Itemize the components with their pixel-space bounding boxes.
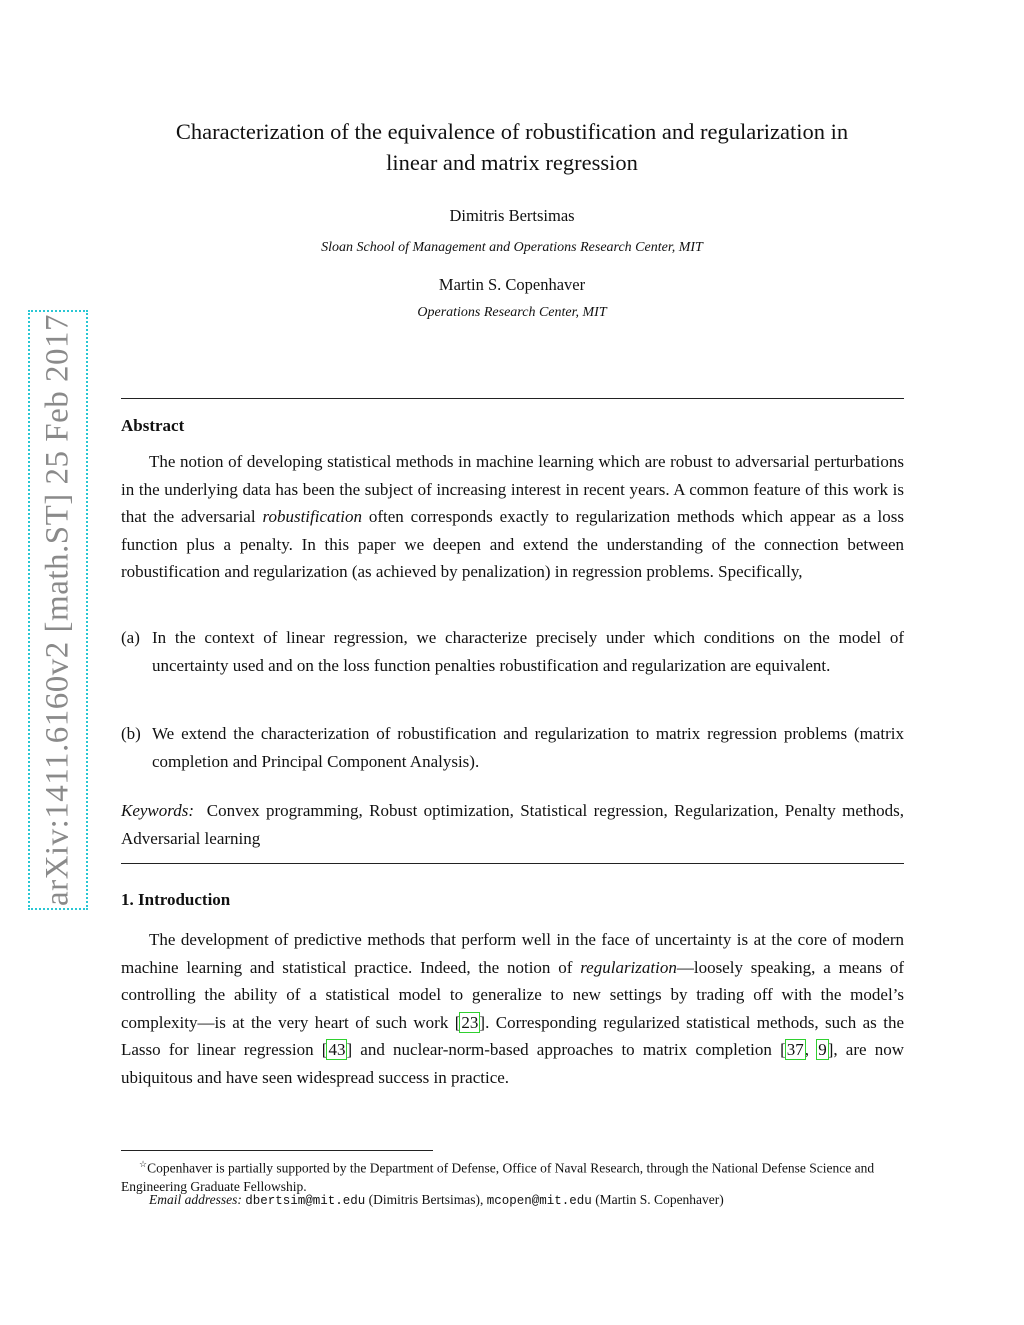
- footnote-emails: [121, 1191, 904, 1210]
- abstract-top-rule: [121, 398, 904, 399]
- author-1: Dimitris Bertsimas: [449, 206, 575, 225]
- citation-link-43[interactable]: 43: [328, 1040, 346, 1059]
- intro-text-1: The development of predictive methods that perform well in the face of uncertainty is at the core of modern machine learning and statistical practice. Indeed, the notion of: [121, 930, 904, 977]
- item-b-text: We extend the characterization of robustification and regularization to matrix regression problems (matrix completion and Principal Component Analysis).: [152, 724, 904, 771]
- email-name-1: (Dimitris Bertsimas),: [365, 1192, 487, 1207]
- arxiv-stamp-text: arXiv:1411.6160v2 [math.ST] 25 Feb 2017: [39, 313, 76, 907]
- paper-title: [120, 116, 904, 178]
- email-link-1[interactable]: dbertsim@mit.edu: [245, 1194, 366, 1208]
- arxiv-stamp[interactable]: [28, 310, 88, 910]
- footnote-mark: ☆: [139, 1159, 148, 1169]
- intro-text-4: ] and nuclear-norm-based approaches to matrix completion [: [346, 1040, 786, 1059]
- abstract-bottom-rule: [121, 863, 904, 864]
- abstract-paragraph: [121, 448, 904, 586]
- intro-text-2: —loosely speaking, a means of controlling the ability of a statistical model to generalize to new settings by trading off with the model’s complexity—is at the very heart of such work [: [121, 957, 904, 1032]
- abstract-text-1: The notion of developing statistical methods in machine learning which are robust to adversarial perturbations in the underlying data has been the subject of increasing interest in recent years. A common feature of this work is that the adversarial: [121, 452, 904, 526]
- item-a-text: In the context of linear regression, we characterize precisely under which conditions on the model of uncertainty used and on the loss function penalties robustification and regularization are equivalent.: [152, 628, 904, 675]
- intro-emph: regularization: [580, 957, 677, 977]
- title-line-2: linear and matrix regression: [386, 150, 638, 175]
- footnote-text: Copenhaver is partially supported by the Department of Defense, Office of Naval Research, through the National Defense Science and Engineering Graduate Fellowship.: [121, 1160, 875, 1194]
- item-a-label: (a): [121, 628, 140, 647]
- intro-paragraph: [121, 926, 904, 1091]
- intro-text-3: ]. Corresponding regularized statistical methods, such as the Lasso for linear regression [: [121, 1012, 905, 1059]
- citation-link-9[interactable]: 9: [818, 1040, 827, 1059]
- affiliation-1: Sloan School of Management and Operations Research Center, MIT: [321, 240, 703, 255]
- abstract-emph: robustification: [262, 507, 362, 526]
- section-heading-introduction: 1. Introduction: [121, 890, 231, 909]
- footnote-rule: [121, 1150, 433, 1151]
- abstract-item-a: [121, 624, 904, 679]
- keywords-list: Convex programming, Robust optimization, Statistical regression, Regularization, Penalty methods, Adversarial learning: [121, 801, 904, 848]
- email-name-2: (Martin S. Copenhaver): [591, 1192, 724, 1207]
- footnote-funding: [121, 1155, 904, 1196]
- title-line-1: Characterization of the equivalence of robustification and regularization in: [175, 119, 849, 144]
- abstract-heading: Abstract: [121, 416, 185, 435]
- keywords-label: Keywords:: [121, 801, 195, 820]
- intro-text-5: ,: [804, 1040, 818, 1059]
- citation-link-37[interactable]: 37: [786, 1040, 804, 1059]
- item-b-label: (b): [121, 724, 141, 743]
- abstract-item-b: [121, 720, 904, 775]
- email-link-2[interactable]: mcopen@mit.edu: [486, 1194, 592, 1208]
- affiliation-2: Operations Research Center, MIT: [417, 305, 607, 320]
- abstract-text-2: often corresponds exactly to regularization methods which appear as a loss function plus a penalty. In this paper we deepen and extend the understanding of the connection between robustification and regularization (as achieved by penalization) in regression problems. Specifically,: [121, 507, 905, 581]
- intro-text-6: ], are now ubiquitous and have seen widespread success in practice.: [121, 1040, 904, 1087]
- citation-link-23[interactable]: 23: [461, 1012, 479, 1032]
- email-label: Email addresses:: [149, 1192, 242, 1207]
- keywords: [121, 797, 904, 852]
- author-2: Martin S. Copenhaver: [438, 275, 586, 294]
